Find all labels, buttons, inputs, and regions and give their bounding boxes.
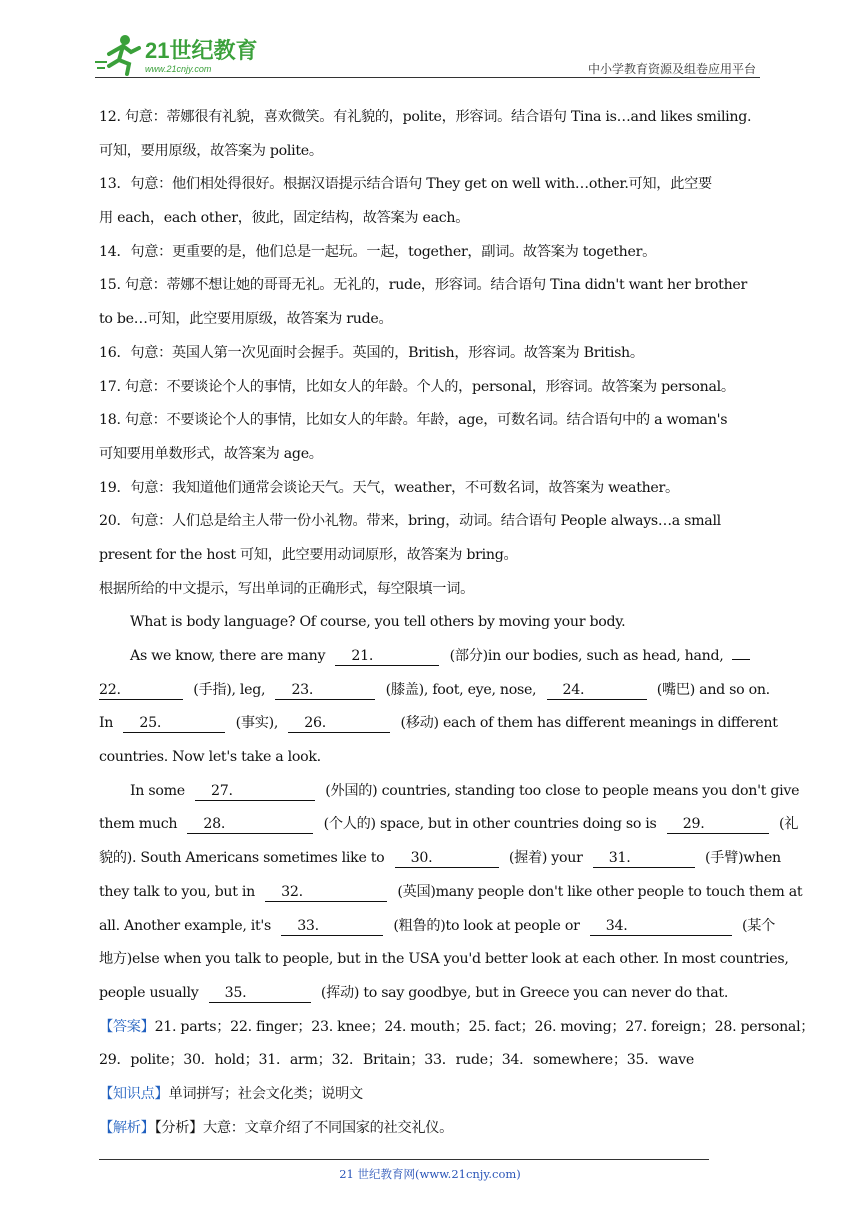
document-body [99,101,815,1145]
footer-text: 21 世纪教育网(www.21cnjy.com) [339,1167,521,1181]
svg-text:21世纪教育: 21世纪教育 [145,38,258,63]
explain-13-line2: 用 each，each other，彼此，固定结构，故答案为 each。 [99,210,470,227]
logo [95,32,265,76]
knowledge-tag: 【知识点】 [99,1085,169,1102]
answer-tag: 【答案】 [99,1018,155,1035]
passage-line: people usually 35. (挥动) to say goodbye, but in Greece you can never do that. [99,984,729,1001]
blank-25[interactable]: 25. [123,715,225,733]
explain-13-line1: 13．句意：他们相处得很好。根据汉语提示结合语句 They get on well with…other.可知，此空要 [99,176,712,193]
explain-15-line2: to be…可知，此空要用原级，故答案为 rude。 [99,311,393,328]
explain-15-line1: 15. 句意：蒂娜不想让她的哥哥无礼。无礼的，rude，形容词。结合语句 Tina didn't want her brother [99,277,747,294]
answer-line2: 29．polite；30．hold；31．arm；32．Britain；33．rude；34．somewhere；35．wave [99,1052,694,1069]
passage-line: they talk to you, but in 32. (英国)many people don't like other people to touch them at [99,883,803,900]
analysis: 【解析】【分析】大意：文章介绍了不同国家的社交礼仪。 [99,1119,453,1136]
explain-20-line1: 20．句意：人们总是给主人带一份小礼物。带来，bring，动词。结合语句 People always…a small [99,513,721,530]
passage-line: 貌的). South Americans sometimes like to 30. (握着) your 31. (手臂)when [99,850,781,867]
passage-line: countries. Now let's take a look. [99,749,321,766]
passage-line: them much 28. (个人的) space, but in other countries doing so is 29. (礼 [99,816,799,833]
blank-32[interactable]: 32. [265,884,387,902]
blank-31[interactable]: 31. [593,850,695,868]
blank-34[interactable]: 34. [590,918,732,936]
explain-14: 14．句意：更重要的是，他们总是一起玩。一起，together，副词。故答案为 together。 [99,243,656,260]
footer-divider [99,1159,709,1160]
passage-line: 地方)else when you talk to people, but in the USA you'd better look at each other. In most countries, [99,951,789,968]
passage-line: What is body language? Of course, you tell others by moving your body. [130,614,626,631]
analysis-tag: 【解析】 [99,1119,155,1136]
answer-line1: 【答案】21. parts；22. finger；23. knee；24. mouth；25. fact；26. moving；27. foreign；28. personal； [99,1018,815,1035]
blank-22-start[interactable] [732,659,750,660]
runner-icon [95,35,139,74]
passage-line: As we know, there are many 21. (部分)in our bodies, such as head, hand, [99,640,761,674]
explain-18-line2: 可知要用单数形式，故答案为 age。 [99,445,323,462]
blank-21[interactable]: 21. [335,648,439,666]
blank-22[interactable]: 22. [99,682,183,700]
explain-20-line2: present for the host 可知，此空要用动词原形，故答案为 bring。 [99,546,518,563]
passage-line: In some 27. (外国的) countries, standing too close to people means you don't give [130,782,800,799]
explain-16: 16．句意：英国人第一次见面时会握手。英国的，British，形容词。故答案为 British。 [99,344,644,361]
instruction: 根据所给的中文提示，写出单词的正确形式，每空限填一词。 [99,580,474,597]
explain-18-line1: 18. 句意：不要谈论个人的事情，比如女人的年龄。年龄，age，可数名词。结合语句中的 a woman's [99,412,728,429]
platform-name: 中小学教育资源及组卷应用平台 [587,62,756,76]
blank-27[interactable]: 27. [195,783,315,801]
blank-28[interactable]: 28. [187,816,313,834]
blank-33[interactable]: 33. [281,918,383,936]
blank-26[interactable]: 26. [288,715,390,733]
passage-line: all. Another example, it's 33. (粗鲁的)to look at people or 34. (某个 [99,917,776,934]
blank-35[interactable]: 35. [209,985,311,1003]
page-header [95,30,760,80]
explanation-list [99,101,761,573]
passage-line: In 25. (事实), 26. (移动) each of them has different meanings in different [99,715,778,732]
blank-23[interactable]: 23. [275,682,375,700]
blank-29[interactable]: 29. [667,816,769,834]
header-divider [95,77,760,78]
explain-19: 19．句意：我知道他们通常会谈论天气。天气，weather，不可数名词，故答案为 weather。 [99,479,679,496]
blank-30[interactable]: 30. [395,850,499,868]
svg-text:www.21cnjy.com: www.21cnjy.com [145,64,212,74]
explain-12-line2: 可知，要用原级，故答案为 polite。 [99,142,323,159]
passage-line: 22. (手指), leg, 23. (膝盖), foot, eye, nose, 24. (嘴巴) and so on. [99,681,770,698]
explain-17: 17. 句意：不要谈论个人的事情，比如女人的年龄。个人的，personal，形容词。故答案为 personal。 [99,378,735,395]
blank-24[interactable]: 24. [547,682,647,700]
explain-12-line1: 12. 句意：蒂娜很有礼貌，喜欢微笑。有礼貌的，polite，形容词。结合语句 Tina is…and likes smiling. [99,109,752,125]
passage [99,606,803,1010]
knowledge-points: 【知识点】单词拼写；社会文化类；说明文 [99,1085,363,1102]
